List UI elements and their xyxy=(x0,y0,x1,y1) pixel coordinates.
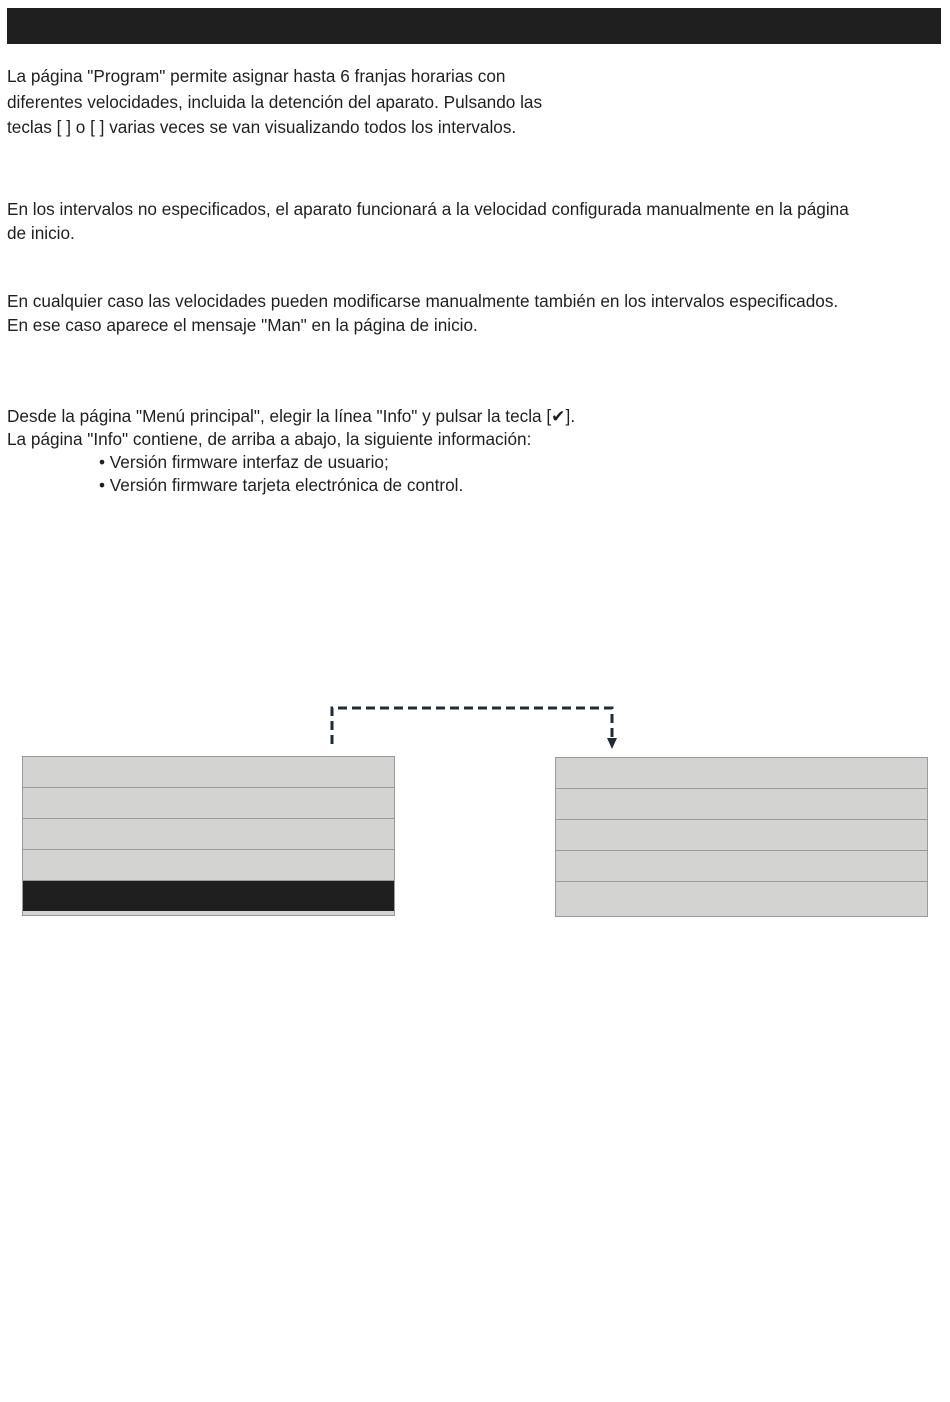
info-line-1: Desde la página "Menú principal", elegir la línea "Info" y pulsar la tecla [✔]. xyxy=(7,406,576,426)
manual-override-paragraph xyxy=(7,289,838,337)
unspecified-intervals-paragraph xyxy=(7,197,849,245)
info-page-row-5 xyxy=(556,882,927,912)
info-bullet-control-firmware: • Versión firmware tarjeta electrónica de control. xyxy=(99,475,464,495)
program-intro-paragraph xyxy=(7,64,542,141)
dashed-arrow-path xyxy=(332,708,612,744)
main-menu-row-2[interactable] xyxy=(23,788,394,819)
arrow-head-icon xyxy=(607,738,617,749)
main-menu-screen xyxy=(22,756,395,916)
unspecified-line-2: de inicio. xyxy=(7,223,75,243)
manual-line-2: En ese caso aparece el mensaje "Man" en la página de inicio. xyxy=(7,315,478,335)
intro-line-1: La página "Program" permite asignar hasta 6 franjas horarias con xyxy=(7,66,506,86)
main-menu-row-info-selected[interactable] xyxy=(23,881,394,911)
main-menu-row-1[interactable] xyxy=(23,757,394,788)
info-page-row-4 xyxy=(556,851,927,882)
info-page-row-2 xyxy=(556,789,927,820)
info-line-2: La página "Info" contiene, de arriba a abajo, la siguiente información: xyxy=(7,429,532,449)
intro-line-3: teclas [ ] o [ ] varias veces se van visualizando todos los intervalos. xyxy=(7,117,517,137)
main-menu-row-3[interactable] xyxy=(23,819,394,850)
info-page-paragraph xyxy=(7,405,575,497)
section-header-bar xyxy=(7,8,941,44)
navigation-arrow-diagram xyxy=(320,698,630,754)
info-page-row-1 xyxy=(556,758,927,789)
info-bullet-ui-firmware: • Versión firmware interfaz de usuario; xyxy=(99,452,389,472)
unspecified-line-1: En los intervalos no especificados, el aparato funcionará a la velocidad configurada manualmente en la página xyxy=(7,199,849,219)
main-menu-row-4[interactable] xyxy=(23,850,394,881)
info-page-screen xyxy=(555,757,928,917)
info-page-row-3 xyxy=(556,820,927,851)
intro-line-2: diferentes velocidades, incluida la detención del aparato. Pulsando las xyxy=(7,91,543,112)
manual-line-1: En cualquier caso las velocidades pueden modificarse manualmente también en los intervalos especificados. xyxy=(7,291,839,311)
